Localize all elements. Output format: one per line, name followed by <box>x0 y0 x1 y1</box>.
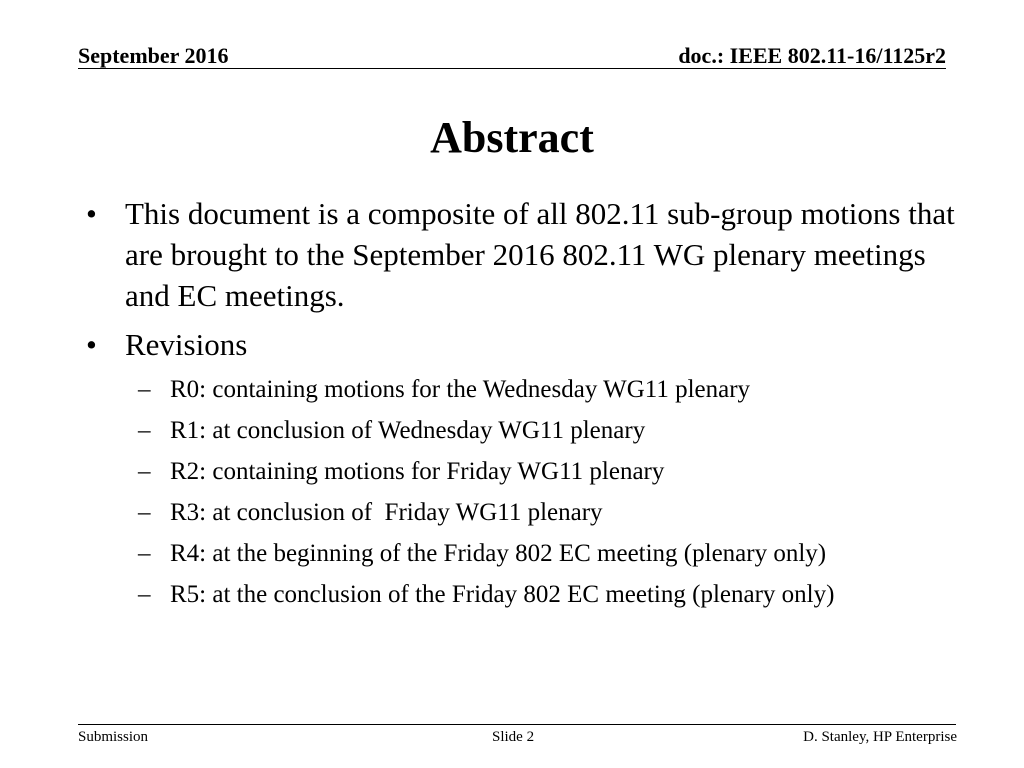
dash-marker: – <box>138 376 151 403</box>
revision-item <box>86 537 966 570</box>
revision-text: R2: containing motions for Friday WG11 plenary <box>170 458 665 485</box>
slide-title: Abstract <box>430 113 594 162</box>
footer-author: D. Stanley, HP Enterprise <box>803 729 957 745</box>
revision-text: R3: at conclusion of Friday WG11 plenary <box>170 499 603 526</box>
header-divider <box>78 68 946 69</box>
header-date: September 2016 <box>78 43 229 68</box>
revision-text: R5: at the conclusion of the Friday 802 EC meeting (plenary only) <box>170 581 835 608</box>
revision-text: R4: at the beginning of the Friday 802 EC meeting (plenary only) <box>170 540 827 567</box>
bullet-marker: • <box>86 327 97 362</box>
revision-item <box>86 496 966 529</box>
bullet-item <box>86 324 966 365</box>
dash-marker: – <box>138 417 151 444</box>
dash-marker: – <box>138 581 151 608</box>
revision-text: R0: containing motions for the Wednesday WG11 plenary <box>170 376 751 403</box>
bullet-text: This document is a composite of all 802.11 sub-group motions that are brought to the September 2016 802.11 WG plenary meetings and EC meetings. <box>125 196 955 313</box>
revision-item <box>86 373 966 406</box>
bullet-item <box>86 193 966 316</box>
bullet-marker: • <box>86 196 97 231</box>
header-doc-id: doc.: IEEE 802.11-16/1125r2 <box>678 43 946 68</box>
revision-item <box>86 455 966 488</box>
footer-divider <box>78 724 956 725</box>
slide-body <box>86 193 966 619</box>
dash-marker: – <box>138 458 151 485</box>
revision-item <box>86 578 966 611</box>
revision-text: R1: at conclusion of Wednesday WG11 plenary <box>170 417 646 444</box>
dash-marker: – <box>138 499 151 526</box>
bullet-text: Revisions <box>125 327 248 362</box>
footer-slide-number: Slide 2 <box>492 729 535 745</box>
dash-marker: – <box>138 540 151 567</box>
revision-item <box>86 414 966 447</box>
footer-submission: Submission <box>78 729 149 745</box>
